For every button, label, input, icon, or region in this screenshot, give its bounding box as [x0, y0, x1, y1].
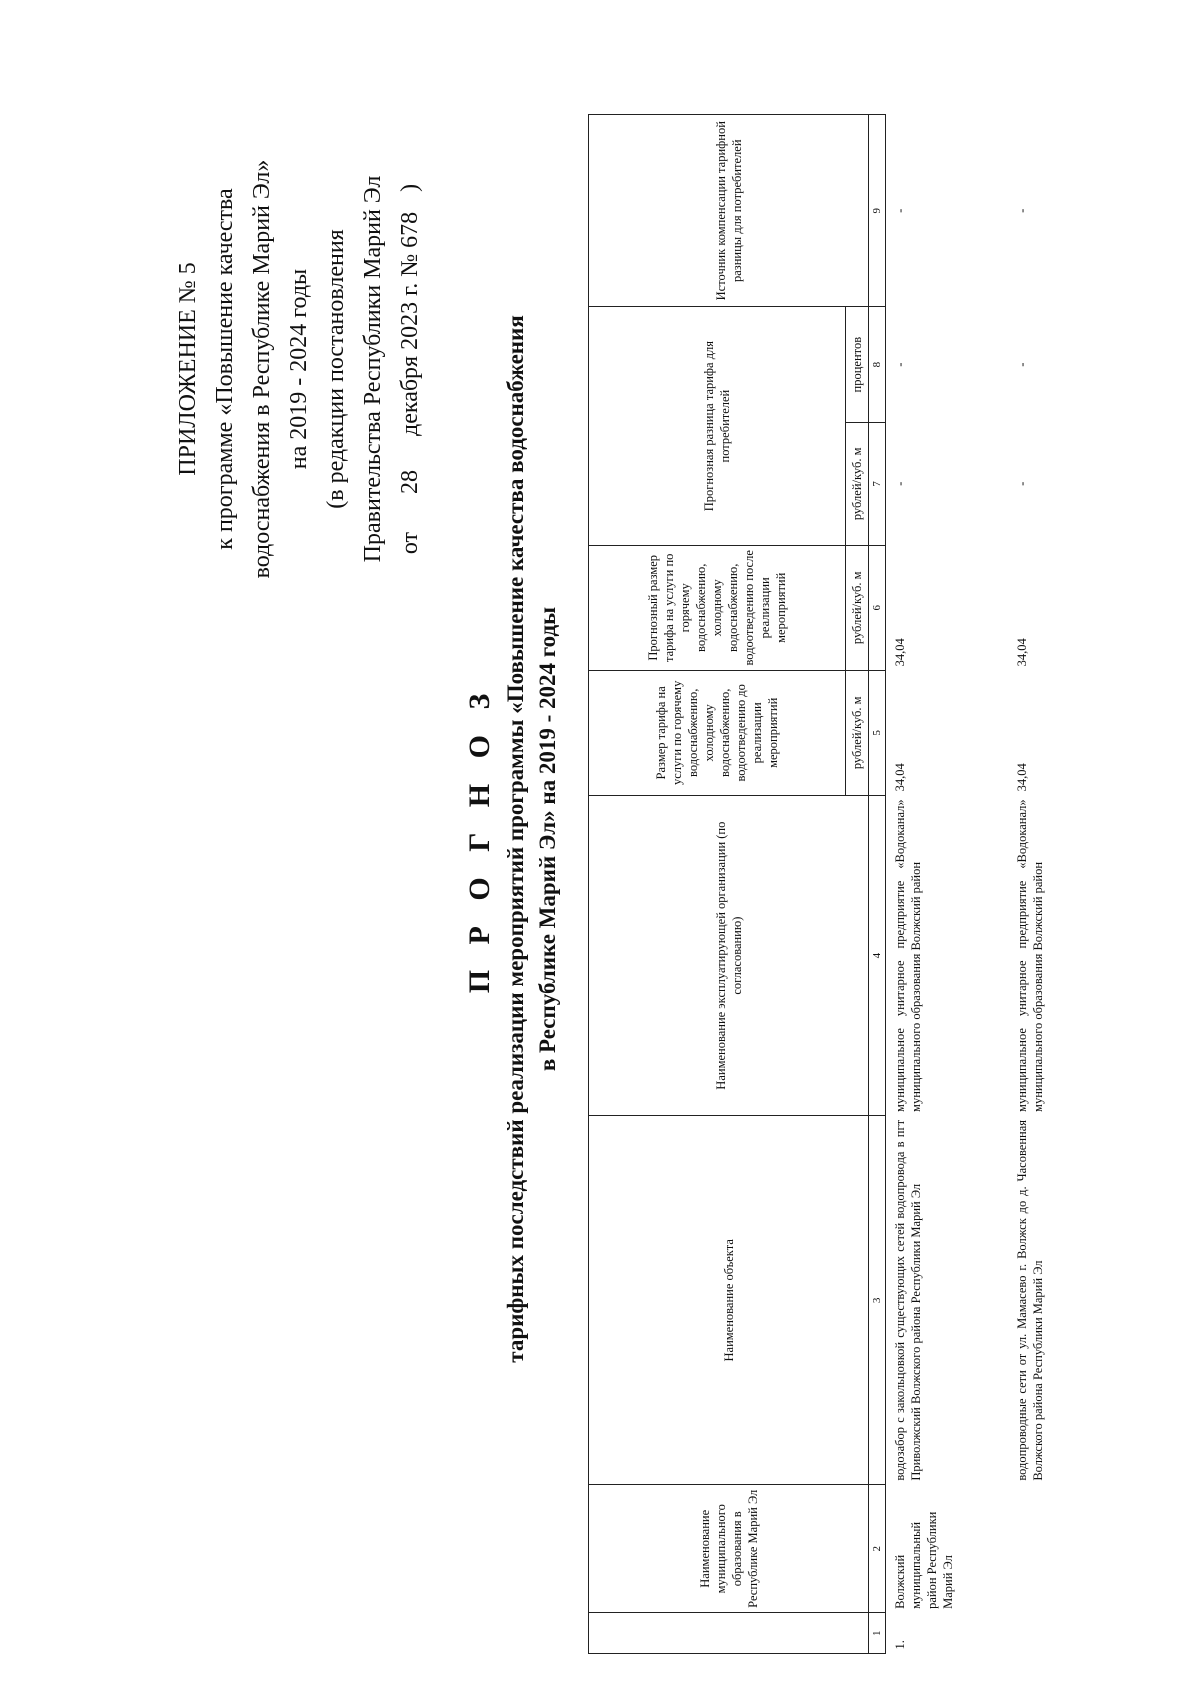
- column-number: 5: [869, 670, 886, 795]
- column-number: 7: [869, 422, 886, 545]
- object-cell: водозабор с закольцовкой существующих сетей водопровода в пгт Приволжский Волжского района Республики Марий Эл: [893, 1119, 923, 1481]
- forecast-heading: П Р О Г Н О З: [463, 684, 496, 994]
- date-rest: декабря 2023 г. №: [397, 253, 423, 436]
- column-number: 4: [869, 795, 886, 1116]
- header-organization: Наименование эксплуатирующей организации (по согласованию): [589, 795, 869, 1116]
- column-number-row: [869, 115, 886, 1654]
- header-tariff-after: Прогнозный размер тарифа на услуги по горячему водоснабжению, холодному водоснабжению, водоотведению после реализации мероприятий: [589, 545, 846, 670]
- program-years: на 2019 - 2024 годы: [286, 268, 312, 470]
- unit-cell: рублей/куб. м: [846, 422, 869, 545]
- tariff-after-cell: 34,04: [893, 638, 907, 667]
- date-day: 28: [397, 469, 423, 494]
- program-line: к программе «Повышение качества: [212, 188, 238, 550]
- column-number: 1: [869, 1613, 886, 1654]
- table-header-row: [589, 115, 846, 1654]
- tariff-before-cell: 34,04: [893, 763, 907, 792]
- unit-cell: рублей/куб. м: [846, 670, 869, 795]
- resolution-date-line: [392, 109, 429, 629]
- government-line: Правительства Республики Марий Эл: [360, 175, 386, 563]
- column-number: 3: [869, 1116, 886, 1485]
- date-close: ): [397, 183, 423, 192]
- organization-cell: муниципальное унитарное предприятие «Водоканал» муниципального образования Волжский район: [1015, 799, 1045, 1112]
- date-prefix: от: [397, 531, 423, 555]
- unit-cell: процентов: [846, 307, 869, 422]
- object-cell: водопроводные сети от ул. Мамасево г. Волжск до д. Часовенная Волжского района Республики Марий Эл: [1015, 1119, 1045, 1481]
- header-municipality: Наименование муниципального образования в Республике Марий Эл: [589, 1485, 869, 1613]
- document-title: [460, 89, 564, 1589]
- municipality-cell: [1008, 1485, 1110, 1613]
- header-tariff-before: Размер тарифа на услуги по горячему водоснабжению, холодному водоснабжению, водоотведению до реализации мероприятий: [589, 670, 846, 795]
- header-object: Наименование объекта: [589, 1116, 869, 1485]
- table-row: [886, 115, 1009, 1654]
- edition-line: (в редакции постановления: [323, 229, 349, 509]
- table-row: [1008, 115, 1110, 1654]
- tariff-after-cell: 34,04: [1015, 638, 1029, 667]
- column-number: 6: [869, 545, 886, 670]
- column-number: 2: [869, 1485, 886, 1613]
- diff-rub-cell: -: [1015, 481, 1029, 486]
- header-compensation-source: Источник компенсации тарифной разницы для потребителей: [589, 115, 869, 307]
- diff-pct-cell: -: [1015, 362, 1029, 367]
- column-number: 9: [869, 115, 886, 307]
- header-tariff-difference: Прогнозная разница тарифа для потребителей: [589, 307, 846, 545]
- row-number: 1.: [893, 1640, 907, 1650]
- forecast-subtitle: тарифных последствий реализации мероприятий программы «Повышение качества водоснабжения: [503, 315, 528, 1363]
- forecast-table: [588, 114, 1110, 1654]
- diff-pct-cell: -: [893, 362, 907, 367]
- header-cell-1: [589, 1613, 869, 1654]
- column-number: 8: [869, 307, 886, 422]
- row-number: [1008, 1613, 1110, 1654]
- forecast-subtitle: в Республике Марий Эл» на 2019 - 2024 годы: [535, 606, 560, 1072]
- tariff-before-cell: 34,04: [1015, 763, 1029, 792]
- diff-rub-cell: -: [893, 481, 907, 486]
- appendix-number: ПРИЛОЖЕНИЕ № 5: [175, 262, 201, 476]
- source-cell: -: [1015, 208, 1029, 213]
- program-line: водоснабжения в Республике Марий Эл»: [249, 159, 275, 579]
- municipality-cell: Волжский муниципальный район Республики Марий Эл: [893, 1511, 955, 1609]
- organization-cell: муниципальное унитарное предприятие «Водоканал» муниципального образования Волжский район: [893, 799, 923, 1112]
- source-cell: -: [893, 208, 907, 213]
- unit-cell: рублей/куб. м: [846, 545, 869, 670]
- resolution-number: 678: [397, 211, 423, 248]
- approval-stamp: [170, 109, 429, 629]
